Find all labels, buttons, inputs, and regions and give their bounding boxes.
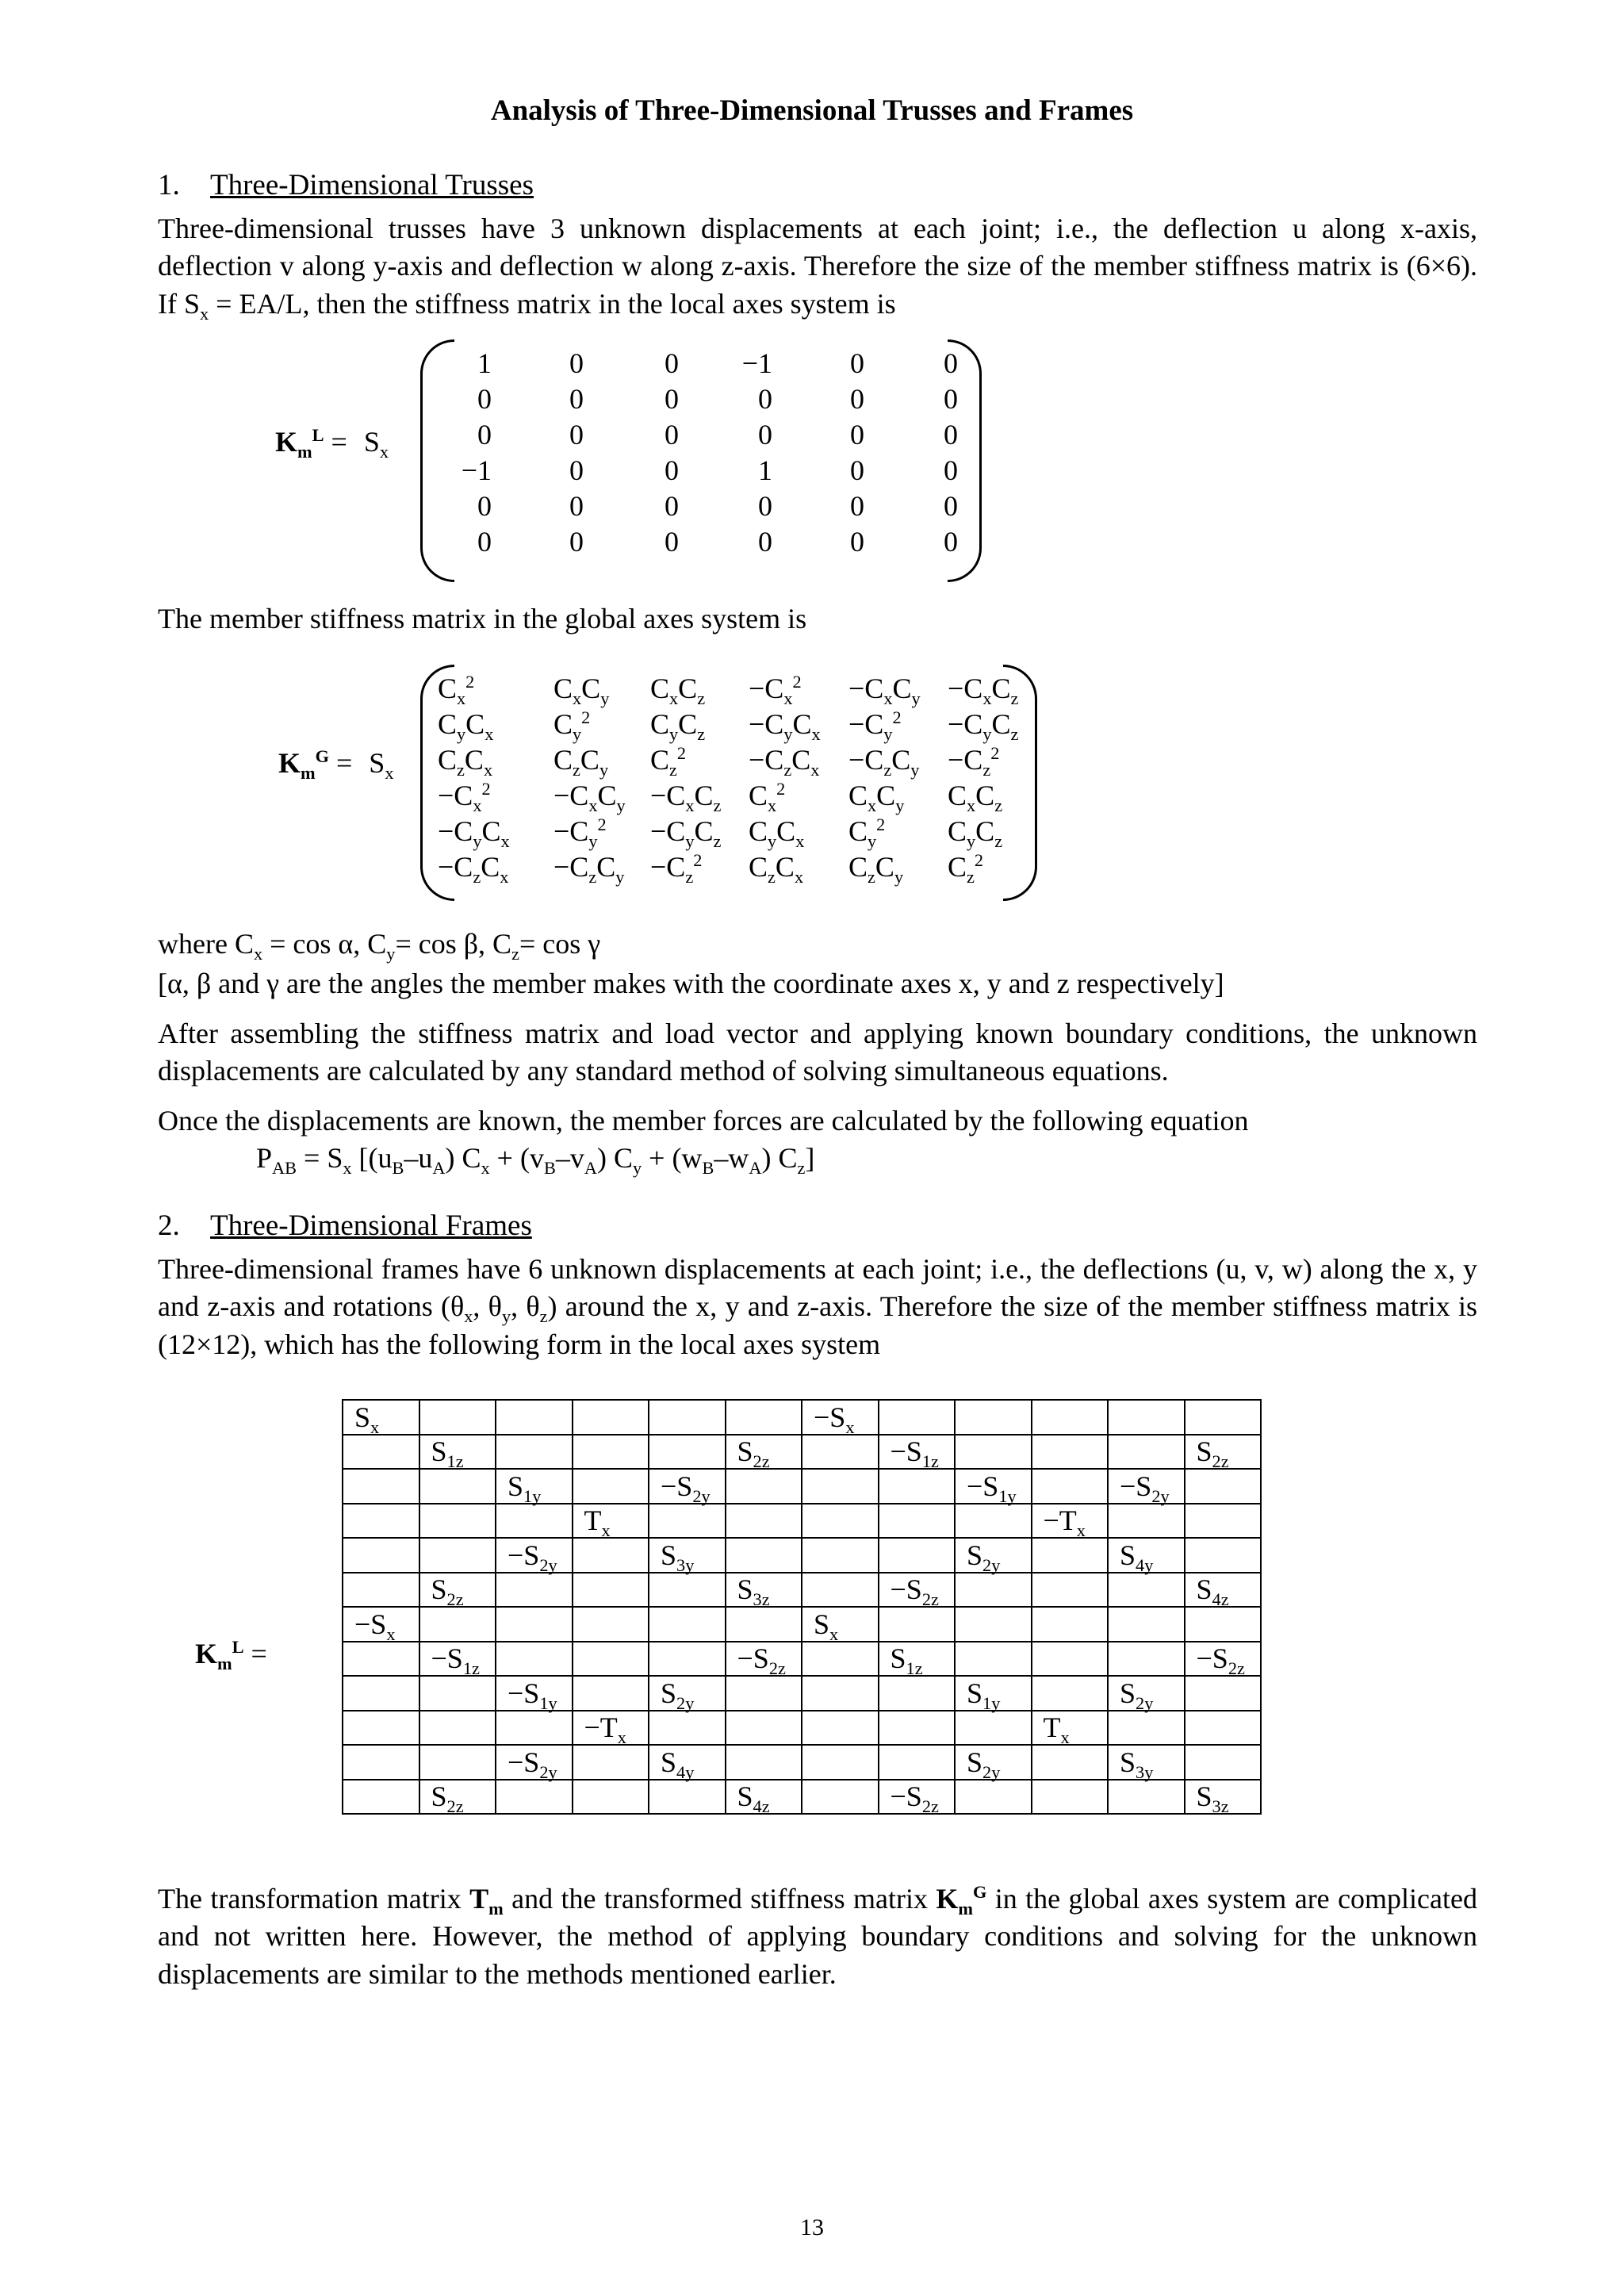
table-cell [496,1435,573,1470]
table-cell [879,1469,956,1504]
global-matrix-label: $K_m^G = S_x$ [278,746,394,784]
global-matrix-cell: $C_z^2$ [948,850,984,887]
table-cell [649,1780,726,1815]
section-1-paragraph-2: The member stiffness matrix in the global axes system is [158,603,807,634]
table-row [343,1780,1261,1815]
table-cell: $S_{1y}$ [496,1469,573,1504]
page-number: 13 [800,2214,824,2240]
page-title: Analysis of Three-Dimensional Trusses and Frames [490,94,1134,127]
table-cell: $-S_{1z}$ [879,1435,956,1470]
table-cell: $S_{2z}$ [419,1573,496,1608]
table-cell: $-T_x$ [1032,1504,1109,1539]
table-cell [726,1607,802,1642]
global-matrix-cell: $-C_xC_y$ [553,780,626,816]
global-matrix-cell: $-C_z^2$ [948,743,1000,780]
table-cell [573,1676,649,1711]
table-cell [343,1538,419,1573]
section-1-number: 1. [158,169,180,201]
table-cell [1185,1711,1262,1746]
table-cell [1032,1780,1109,1815]
global-matrix-cell: $C_xC_y$ [848,780,905,816]
global-matrix-cell: $-C_zC_y$ [553,851,625,887]
table-cell [419,1676,496,1711]
global-matrix-cell: $C_xC_z$ [650,673,706,709]
table-cell: $S_{2z}$ [1185,1435,1262,1470]
local-matrix-cell: 0 [758,490,772,522]
table-cell [802,1711,879,1746]
table-cell [1032,1469,1109,1504]
table-row [343,1607,1261,1642]
table-cell: $-T_x$ [573,1711,649,1746]
local-matrix-cell: −1 [741,347,772,379]
table-cell [1185,1607,1262,1642]
table-cell [1032,1573,1109,1608]
table-cell: $S_{2y}$ [955,1745,1032,1780]
table-cell: $-S_{2z}$ [879,1780,956,1815]
table-row [343,1538,1261,1573]
global-matrix-cell: $C_yC_x$ [438,708,494,745]
frame-stiffness-table [342,1399,1262,1815]
local-matrix-cell: 0 [665,526,679,558]
table-cell [419,1400,496,1435]
table-cell [573,1538,649,1573]
table-cell: $S_x$ [343,1400,419,1435]
global-matrix-cell: $C_xC_z$ [948,780,1003,816]
local-matrix-cell: 0 [477,419,492,450]
table-cell [802,1780,879,1815]
global-matrix-cell: $C_yC_z$ [650,708,706,745]
local-matrix-label: $K_m^L = S_x$ [275,425,389,462]
local-matrix-cell: 0 [850,383,864,415]
global-matrix-cell: $C_y^2$ [848,815,886,852]
global-matrix-cell: $C_z^2$ [650,743,687,780]
table-cell [649,1400,726,1435]
local-matrix-cell: 0 [665,490,679,522]
table-cell: $-S_{2z}$ [879,1573,956,1608]
table-cell [802,1573,879,1608]
local-matrix-left-bracket [420,339,454,582]
table-cell [496,1573,573,1608]
table-cell: $-S_{2y}$ [1108,1469,1185,1504]
local-matrix-cell: 0 [944,526,958,558]
table-cell [649,1573,726,1608]
global-matrix-cell: $-C_x^2$ [749,672,802,709]
table-cell [802,1435,879,1470]
table-cell [573,1745,649,1780]
table-cell: $-S_{2y}$ [649,1469,726,1504]
local-matrix-cell: 0 [477,526,492,558]
table-cell: $S_{4z}$ [1185,1573,1262,1608]
table-row [343,1469,1261,1504]
table-cell [955,1711,1032,1746]
table-cell: $-S_{2y}$ [496,1745,573,1780]
table-cell [573,1780,649,1815]
global-matrix-cell: $-C_y^2$ [553,815,607,852]
local-matrix-cell: 0 [758,383,772,415]
table-cell: $-S_{1z}$ [419,1642,496,1677]
table-cell [419,1711,496,1746]
table-cell [343,1504,419,1539]
table-cell [879,1676,956,1711]
table-cell [573,1400,649,1435]
table-cell [343,1745,419,1780]
table-cell [573,1573,649,1608]
local-matrix-cell: 1 [477,347,492,379]
table-cell [802,1538,879,1573]
local-matrix-cell: 0 [944,383,958,415]
table-cell [726,1745,802,1780]
table-cell [496,1400,573,1435]
global-matrix-cell: $C_zC_x$ [438,744,493,780]
local-matrix-cell: 0 [569,454,584,486]
table-cell: $S_{2y}$ [1108,1676,1185,1711]
table-cell [1185,1745,1262,1780]
table-cell [496,1642,573,1677]
section-1-paragraph-3: After assembling the stiffness matrix and load vector and applying known boundary conditions, the unknown displacements are calculated by any standard method of solving simultaneous equations. [158,1018,1477,1087]
member-force-equation: $P_{AB} = S_x$ [$(u_B-u_A) C_x + (v_B-v_A) C_y + (w_B-w_A)$ $C_z$] [256,1142,815,1179]
table-cell [1108,1780,1185,1815]
table-cell [1185,1676,1262,1711]
table-cell [419,1745,496,1780]
table-row [343,1711,1261,1746]
local-matrix-cell: 0 [569,526,584,558]
table-cell [343,1573,419,1608]
table-cell: $S_{3z}$ [1185,1780,1262,1815]
table-cell [1108,1711,1185,1746]
table-cell [343,1676,419,1711]
table-row [343,1504,1261,1539]
table-cell [496,1607,573,1642]
global-matrix-cell: $C_zC_x$ [749,851,804,887]
section-2-heading [158,1209,532,1244]
local-matrix-cell: 0 [477,490,492,522]
table-cell [1032,1642,1109,1677]
global-matrix-cell: $-C_yC_z$ [948,708,1019,745]
table-cell [879,1711,956,1746]
global-matrix-cell: $-C_zC_y$ [848,744,920,780]
table-cell [955,1435,1032,1470]
local-matrix-cell: 0 [944,490,958,522]
global-matrix-cell: $-C_zC_x$ [749,744,820,780]
table-cell: $T_x$ [1032,1711,1109,1746]
table-cell [496,1711,573,1746]
table-cell [726,1711,802,1746]
local-matrix-cell: 1 [758,454,772,486]
table-cell [726,1400,802,1435]
global-matrix-cell: $-C_xC_y$ [848,673,921,709]
global-matrix-cell: $C_y^2$ [553,707,591,745]
local-matrix-cell: −1 [461,454,492,486]
table-cell [1108,1642,1185,1677]
table-cell [649,1504,726,1539]
table-cell [649,1711,726,1746]
local-matrix-cell: 0 [758,419,772,450]
table-cell [955,1400,1032,1435]
local-matrix-cell: 0 [569,490,584,522]
local-matrix-cell: 0 [850,526,864,558]
table-cell [879,1745,956,1780]
global-matrix-cell: $C_x^2$ [749,779,786,816]
local-matrix-cell: 0 [944,347,958,379]
global-matrix-cell: $-C_yC_z$ [650,815,722,852]
table-cell: $-S_{1y}$ [955,1469,1032,1504]
table-row [343,1642,1261,1677]
local-matrix-cell: 0 [850,419,864,450]
table-cell [726,1676,802,1711]
global-matrix-cell: $C_yC_z$ [948,815,1003,852]
table-cell [726,1469,802,1504]
table-cell: $S_{1z}$ [419,1435,496,1470]
local-matrix-cell: 0 [477,383,492,415]
table-cell [649,1435,726,1470]
table-cell: $S_x$ [802,1607,879,1642]
section-2-paragraph-1: Three-dimensional frames have 6 unknown displacements at each joint; i.e., the deflections (u, v, w) along the x, y and z-axis and rotations ($\theta_x$, $\theta_y$, $\theta_z$) around the x, y and z-axis. Therefore the size of the member stiffness matrix is (12×12), which has the following form in the local axes system [158,1253,1477,1360]
table-cell: $S_{4y}$ [1108,1538,1185,1573]
angles-line: [α, β and γ are the angles the member makes with the coordinate axes x, y and z respectively] [158,968,1224,999]
table-cell [1032,1538,1109,1573]
table-cell [573,1607,649,1642]
table-row [343,1573,1261,1608]
table-cell [573,1469,649,1504]
table-cell [649,1642,726,1677]
table-cell [802,1642,879,1677]
table-cell [419,1538,496,1573]
local-matrix-cell: 0 [665,419,679,450]
table-cell: $-S_x$ [343,1607,419,1642]
table-cell [955,1607,1032,1642]
local-matrix-cell: 0 [758,526,772,558]
table-cell: $-S_{2z}$ [1185,1642,1262,1677]
local-matrix-cell: 0 [569,347,584,379]
table-cell [573,1642,649,1677]
table-cell [343,1435,419,1470]
table-cell: $T_x$ [573,1504,649,1539]
table-cell [343,1780,419,1815]
table-cell: $S_{2z}$ [419,1780,496,1815]
section-2-paragraph-2: The transformation matrix $T_m$ and the transformed stiffness matrix $K_m^G$ in the global axes system are complicated and not written here. However, the method of applying boundary conditions and solving for the unknown displacements are similar to the methods mentioned earlier. [158,1882,1477,1990]
table-row [343,1435,1261,1470]
table-cell [1185,1538,1262,1573]
local-matrix-cell: 0 [944,419,958,450]
local-matrix-cell: 0 [944,454,958,486]
table-cell: $S_{1y}$ [955,1676,1032,1711]
section-1-paragraph-1: Three-dimensional trusses have 3 unknown displacements at each joint; i.e., the deflection u along x-axis, deflection v along y-axis and deflection w along z-axis. Therefore the size of the member stiffness matrix is (6×6). If $S_x = EA/L$, then the stiffness matrix in the local axes system is [158,213,1477,324]
local-matrix-cell: 0 [569,383,584,415]
table-cell [955,1573,1032,1608]
section-1-paragraph-4: Once the displacements are known, the member forces are calculated by the following equation [158,1105,1249,1137]
local-matrix-cell: 0 [850,347,864,379]
table-cell [419,1607,496,1642]
table-cell [802,1504,879,1539]
global-matrix-cell: $C_yC_x$ [749,815,805,852]
table-cell [1032,1607,1109,1642]
section-2-number: 2. [158,1209,180,1242]
global-matrix-cell: $-C_x^2$ [438,779,491,816]
table-row [343,1676,1261,1711]
table-cell: $-S_x$ [802,1400,879,1435]
table-cell [955,1780,1032,1815]
table-cell [343,1469,419,1504]
table-cell [1032,1435,1109,1470]
table-cell [419,1504,496,1539]
table-cell [726,1504,802,1539]
table-cell [343,1711,419,1746]
global-matrix-cell: $C_zC_y$ [553,744,609,780]
table-cell [802,1676,879,1711]
table-cell: $-S_{2y}$ [496,1538,573,1573]
table-cell: $S_{4y}$ [649,1745,726,1780]
global-matrix-cell: $C_x^2$ [438,672,475,709]
table-cell [955,1642,1032,1677]
table-cell [1185,1469,1262,1504]
global-matrix-cell: $-C_xC_z$ [948,673,1019,709]
table-cell [879,1607,956,1642]
table-cell: $S_{3y}$ [649,1538,726,1573]
global-matrix-cell: $-C_yC_x$ [438,815,510,852]
table-cell [1108,1400,1185,1435]
table-row [343,1400,1261,1435]
table-cell: $S_{2y}$ [649,1676,726,1711]
table-cell [573,1435,649,1470]
table-cell: $S_{2y}$ [955,1538,1032,1573]
table-cell [496,1504,573,1539]
local-matrix-cell: 0 [569,419,584,450]
local-matrix-cell: 0 [850,490,864,522]
table-cell [726,1538,802,1573]
global-matrix-cell: $-C_yC_x$ [749,708,821,745]
table-cell [802,1469,879,1504]
table-cell [1185,1504,1262,1539]
table-cell: $-S_{2z}$ [726,1642,802,1677]
global-matrix-cell: $C_xC_y$ [553,673,610,709]
table-cell [343,1642,419,1677]
local-matrix-cell: 0 [665,347,679,379]
local-matrix-cell: 0 [850,454,864,486]
table-cell [1032,1400,1109,1435]
table-cell: $S_{3y}$ [1108,1745,1185,1780]
global-matrix-cell: $-C_z^2$ [650,850,703,887]
table-cell [1108,1607,1185,1642]
local-matrix-cell: 0 [665,383,679,415]
table-cell [649,1607,726,1642]
table-cell: $S_{2z}$ [726,1435,802,1470]
table-cell: $-S_{1y}$ [496,1676,573,1711]
table-cell [1108,1435,1185,1470]
direction-cosines-line: where $C_x = \cos \alpha$, $C_y= \cos \beta$, $C_z= \cos \gamma$ [158,928,601,964]
global-matrix-cell: $-C_y^2$ [848,707,902,745]
table-cell [879,1538,956,1573]
section-1-title: Three-Dimensional Trusses [210,169,534,201]
table-cell: $S_{3z}$ [726,1573,802,1608]
frame-matrix-label: $K_m^L$ = [195,1637,267,1674]
table-cell [1032,1745,1109,1780]
local-matrix-cell: 0 [665,454,679,486]
table-cell [879,1504,956,1539]
table-cell: $S_{4z}$ [726,1780,802,1815]
global-matrix-cell: $-C_zC_x$ [438,851,509,887]
table-row [343,1745,1261,1780]
table-cell [1185,1400,1262,1435]
global-matrix-cell: $C_zC_y$ [848,851,904,887]
section-2-title: Three-Dimensional Frames [210,1209,532,1242]
section-1-heading [158,168,534,203]
table-cell [1032,1676,1109,1711]
global-matrix-cell: $-C_xC_z$ [650,780,722,816]
table-cell [1108,1573,1185,1608]
table-cell [802,1745,879,1780]
table-cell [955,1504,1032,1539]
table-cell: $S_{1z}$ [879,1642,956,1677]
table-cell [496,1780,573,1815]
table-cell [1108,1504,1185,1539]
table-cell [879,1400,956,1435]
table-cell [419,1469,496,1504]
